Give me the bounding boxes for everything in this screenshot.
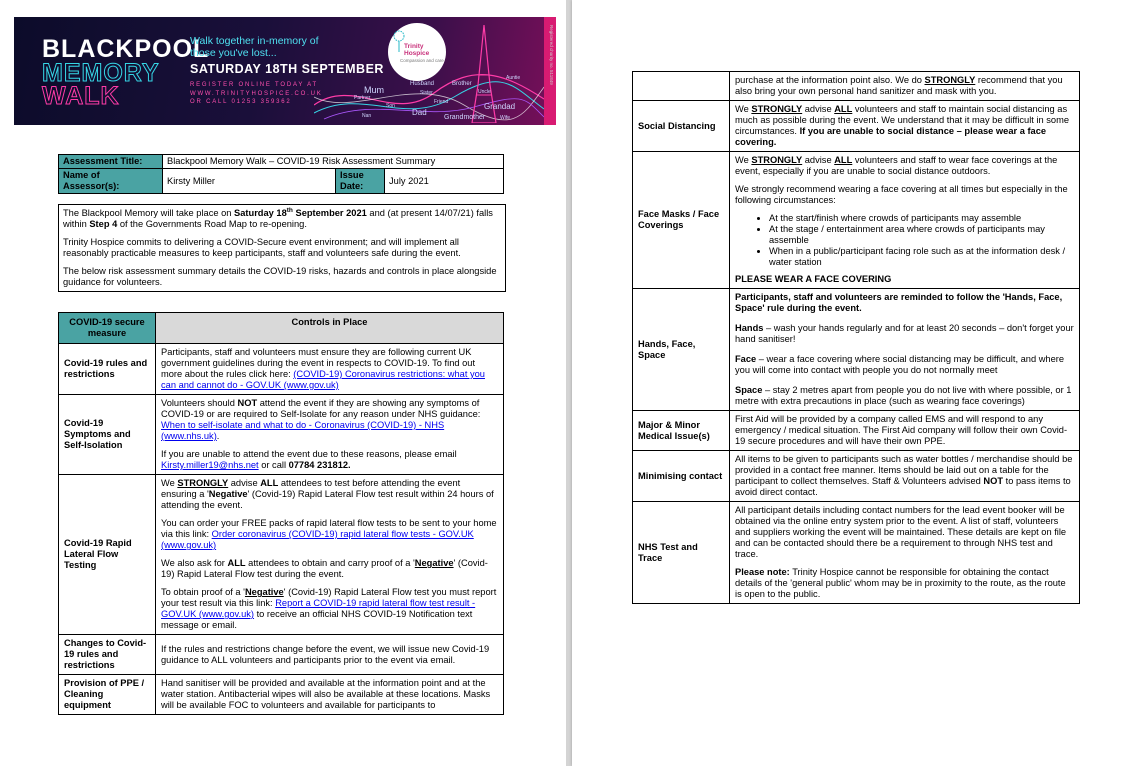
- row-label-distancing: Social Distancing: [633, 101, 730, 152]
- row-text: purchase at the information point also. We do: [735, 75, 925, 85]
- row-content-medical: First Aid will be provided by a company called EMS and will respond to any emergency / medical situation. The First Aid company will follow their own Covid-19 secure procedures and will have their own PPE.: [730, 411, 1080, 451]
- list-item: • At the start/finish where crowds of participants may assemble: [769, 213, 1074, 224]
- symptoms-paragraph-2: [161, 449, 498, 471]
- intro-date-sup: th: [286, 206, 293, 214]
- controls-table-page2: [632, 71, 1080, 604]
- banner-date: SATURDAY 18TH SEPTEMBER: [190, 62, 384, 76]
- banner-title-line2: MEMORY: [42, 59, 160, 87]
- hospice-logo-name1: Trinity: [404, 43, 424, 50]
- row-text: – wear a face covering where social distancing may be difficult, and where you will come into contact with people you do not normally meet: [735, 354, 1065, 375]
- assessment-title-value: Blackpool Memory Walk – COVID-19 Risk Assessment Summary: [163, 155, 504, 169]
- intro-paragraph-2: Trinity Hospice commits to delivering a COVID-Secure event environment; and will implement all reasonably practicable measures to keep participants, staff and volunteers safe during the event.: [63, 237, 461, 258]
- row-text: We: [161, 478, 178, 488]
- intro-text: and (at present 14/07/21) falls within: [63, 208, 493, 229]
- event-banner: [14, 17, 556, 125]
- banner-name-word: Nan: [362, 113, 372, 119]
- row-text: advise: [802, 104, 835, 114]
- banner-name-word: Auntie: [506, 75, 521, 81]
- row-label-symptoms: Covid-19 Symptoms and Self-Isolation: [59, 395, 156, 475]
- banner-name-word: Grandmother: [444, 114, 486, 121]
- row-text-bold: Space: [735, 385, 763, 395]
- row-text: Volunteers should: [161, 398, 238, 408]
- row-text-bold: Negative: [414, 558, 454, 568]
- row-text: All items to be given to participants such as water bottles / merchandise should be provided in a contact free manner. Items should be laid out on a table for the participant to collect themselves. Staff & Volunteers advised: [735, 454, 1073, 486]
- phone-number: 07784 231812.: [288, 460, 351, 470]
- hfs-intro: Participants, staff and volunteers are reminded to follow the 'Hands, Face, Space' rule during the event.: [735, 292, 1063, 313]
- lateral-paragraph-1: [161, 478, 498, 511]
- list-item: • At the stage / entertainment area where crowds of participants may assemble: [769, 224, 1074, 246]
- row-text: ' (Covid-19) Rapid Lateral Flow test during the event.: [161, 558, 488, 579]
- assessor-name-value: Kirsty Miller: [163, 169, 336, 194]
- row-text: Participants, staff and volunteers must ensure they are following current UK government guidelines during the event in respects to COVID-19. To find out more about the rules click here:: [161, 347, 476, 379]
- banner-register-line3: OR CALL 01253 359362: [190, 99, 292, 105]
- banner-register-line2: WWW.TRINITYHOSPICE.CO.UK: [190, 90, 323, 97]
- row-content-rules: [156, 344, 504, 395]
- masks-paragraph-3: PLEASE WEAR A FACE COVERING: [735, 274, 892, 284]
- row-content-nhs: [730, 502, 1080, 604]
- row-text: attendees to obtain and carry proof of a ': [245, 558, 415, 568]
- row-text-bold: Please note:: [735, 567, 790, 577]
- assessment-info-table: [58, 154, 504, 194]
- hfs-face: [735, 354, 1074, 376]
- table-row: [633, 289, 1080, 411]
- row-content-hfs: [730, 289, 1080, 411]
- row-text-bold: ALL: [834, 155, 853, 165]
- nhs-paragraph-1: All participant details including contact numbers for the lead event booker will be obtained via the online entry system prior to the event. A list of staff, volunteers and suppliers working the event will be maintained. These details are kept on file and can be contacted should there be a requirement to through NHS test and trace.: [735, 505, 1067, 559]
- report-test-link[interactable]: Report a COVID-19 rapid lateral flow test result - GOV.UK (www.gov.uk): [161, 598, 476, 619]
- row-text-bold: If you are unable to social distance – please wear a face covering.: [735, 126, 1047, 147]
- row-text: attend the event if they are showing any symptoms of COVID-19 or are required to Self-Isolate for any reason under NHS guidance:: [161, 398, 481, 419]
- intro-date-bold: Saturday 18: [234, 208, 287, 218]
- row-content-changes: If the rules and restrictions change before the event, we will issue new Covid-19 guidance to ALL volunteers and participants prior to the event via email.: [156, 635, 504, 675]
- banner-register-info: [190, 81, 323, 107]
- hospice-logo-name2: Hospice: [404, 50, 430, 57]
- table-row: [59, 344, 504, 395]
- symptoms-paragraph-1: [161, 398, 498, 442]
- banner-name-word: Son: [386, 103, 395, 109]
- banner-name-word: Grandad: [484, 102, 516, 111]
- row-text: You can order your FREE packs of rapid lateral flow tests to be sent to your home via this link:: [161, 518, 497, 539]
- row-text: Trinity Hospice cannot be responsible for obtaining the contact details of the 'general public' whom may be in proximity to the route, as the route is open to the public.: [735, 567, 1066, 599]
- table-row: [633, 72, 1080, 101]
- row-text-bold: Negative: [244, 587, 284, 597]
- row-text: to receive an official NHS COVID-19 Notification text message or email.: [161, 609, 473, 630]
- row-label-ppe-cont: [633, 72, 730, 101]
- row-label-masks: Face Masks / Face Coverings: [633, 152, 730, 289]
- lateral-paragraph-3: [161, 558, 498, 580]
- row-text: If you are unable to attend the event due to these reasons, please email: [161, 449, 457, 459]
- intro-text: of the Governments Road Map to re-opening.: [117, 219, 307, 229]
- issue-date-value: July 2021: [385, 169, 504, 194]
- intro-step-bold: Step 4: [89, 219, 118, 229]
- row-text: .: [216, 431, 220, 441]
- controls-table-page1: [58, 312, 504, 715]
- row-text-bold: Hands: [735, 323, 764, 333]
- banner-name-word: Husband: [410, 81, 435, 87]
- row-text-bold: ALL: [260, 478, 279, 488]
- table-row: [59, 395, 504, 475]
- banner-name-word: Mum: [364, 85, 384, 95]
- intro-paragraph-3: The below risk assessment summary details the COVID-19 risks, hazards and controls in place alongside guidance for volunteers.: [63, 266, 497, 287]
- assessor-name-label: Name of Assessor(s):: [59, 169, 163, 194]
- row-text: – wash your hands regularly and for at least 20 seconds – don't forget your hand sanitiser!: [735, 323, 1074, 344]
- issue-date-label: Issue Date:: [336, 169, 385, 194]
- banner-title-line1: BLACKPOOL: [42, 35, 210, 63]
- banner-name-word: Brother: [452, 81, 472, 87]
- banner-register-line1: REGISTER ONLINE TODAY AT: [190, 82, 318, 88]
- table-row: [59, 635, 504, 675]
- banner-name-word: Dad: [412, 108, 427, 117]
- row-text: or call: [258, 460, 289, 470]
- row-text: ' (Covid-19) Rapid Lateral Flow test you must report your test result via this link:: [161, 587, 497, 608]
- table-row: [633, 411, 1080, 451]
- hfs-space: [735, 385, 1074, 407]
- row-content-contact: [730, 451, 1080, 502]
- row-text: advise: [228, 478, 261, 488]
- list-item: • When in a public/participant facing role such as at the information desk / water station: [769, 246, 1074, 268]
- row-text: We: [735, 104, 752, 114]
- lateral-paragraph-4: [161, 587, 498, 631]
- row-text: We: [735, 155, 752, 165]
- row-text: volunteers and staff to maintain social distancing as much as possible during the event. We understand that it may be difficult in some circumstances.: [735, 104, 1070, 136]
- table-row: [59, 675, 504, 715]
- row-label-lateral: Covid-19 Rapid Lateral Flow Testing: [59, 475, 156, 635]
- order-tests-link[interactable]: Order coronavirus (COVID-19) rapid lateral flow tests - GOV.UK (www.gov.uk): [161, 529, 474, 550]
- intro-paragraph-1: [63, 208, 501, 230]
- row-label-contact: Minimising contact: [633, 451, 730, 502]
- row-content-lateral: [156, 475, 504, 635]
- row-content-ppe: Hand sanitiser will be provided and available at the information point and at the water station. Antibacterial wipes will also be available at these locations. Masks will be available FOC to volunteers and available for participants to: [156, 675, 504, 715]
- banner-tagline: Walk together in-memory of those you've lost...: [190, 35, 319, 59]
- row-text: ' (Covid-19) Rapid Lateral Flow test result within 24 hours of attending the event.: [161, 489, 494, 510]
- row-label-nhs: NHS Test and Trace: [633, 502, 730, 604]
- row-content-symptoms: [156, 395, 504, 475]
- row-content-masks: [730, 152, 1080, 289]
- banner-name-word: Partner: [354, 95, 371, 101]
- table-row: [633, 502, 1080, 604]
- row-text-bold: STRONGLY: [177, 478, 229, 488]
- intro-text: The Blackpool Memory will take place on: [63, 208, 235, 218]
- col-header-measure: COVID-19 secure measure: [59, 313, 156, 344]
- table-row: [633, 152, 1080, 289]
- banner-name-word: Sister: [420, 90, 433, 96]
- row-text-bold: NOT: [237, 398, 258, 408]
- row-text-bold: ALL: [227, 558, 246, 568]
- hfs-hands: [735, 323, 1074, 345]
- row-text-bold: STRONGLY: [751, 155, 803, 165]
- hospice-logo-tagline: Compassion and care: [400, 58, 444, 63]
- row-content-ppe-cont: [730, 72, 1080, 101]
- row-text: – stay 2 metres apart from people you do not live with where possible, or 1 metre with extra precautions in place (such as wearing face coverings): [735, 385, 1072, 406]
- row-text: advise: [802, 155, 835, 165]
- row-text: recommend that you also bring your own personal hand sanitizer and mask with you.: [735, 75, 1063, 96]
- banner-side-text: Registered charity no. 511849: [549, 25, 554, 85]
- row-label-hfs: Hands, Face, Space: [633, 289, 730, 411]
- row-text-bold: Negative: [208, 489, 248, 499]
- row-text: volunteers and staff to wear face coverings at the event, especially if you are unable to social distance outdoors.: [735, 155, 1058, 176]
- table-row: [59, 475, 504, 635]
- masks-bullet-list: [735, 213, 1074, 268]
- nhs-self-isolate-link[interactable]: When to self-isolate and what to do - Coronavirus (COVID-19) - NHS (www.nhs.uk): [161, 420, 445, 441]
- banner-name-word: Friend: [434, 99, 449, 105]
- row-label-ppe: Provision of PPE / Cleaning equipment: [59, 675, 156, 715]
- banner-name-word: Wife: [500, 115, 510, 121]
- row-text-bold: STRONGLY: [924, 75, 976, 85]
- row-content-distancing: [730, 101, 1080, 152]
- row-text: We also ask for: [161, 558, 228, 568]
- masks-paragraph-1: [735, 155, 1074, 177]
- col-header-controls: Controls in Place: [156, 313, 504, 344]
- table-row: [633, 101, 1080, 152]
- masks-paragraph-2: We strongly recommend wearing a face covering at all times but especially in the following circumstances:: [735, 184, 1068, 205]
- table-row: [633, 451, 1080, 502]
- assessment-title-label: Assessment Title:: [59, 155, 163, 169]
- lateral-paragraph-2: [161, 518, 498, 551]
- banner-name-word: Uncle: [478, 89, 491, 95]
- row-text-bold: Face: [735, 354, 757, 364]
- row-text-bold: ALL: [834, 104, 853, 114]
- row-text: attendees to test before attending the event ensuring a ': [161, 478, 461, 499]
- nhs-paragraph-2: [735, 567, 1074, 600]
- intro-date-bold: September 2021: [292, 208, 367, 218]
- row-text: To obtain proof of a ': [161, 587, 245, 597]
- row-text-bold: NOT: [983, 476, 1004, 486]
- row-text: to pass items to avoid direct contact.: [735, 476, 1071, 497]
- intro-box: [58, 204, 506, 292]
- row-label-medical: Major & Minor Medical Issue(s): [633, 411, 730, 451]
- row-text-bold: STRONGLY: [751, 104, 803, 114]
- row-label-rules: Covid-19 rules and restrictions: [59, 344, 156, 395]
- banner-title-line3: WALK: [42, 82, 120, 110]
- email-link[interactable]: Kirsty.miller19@nhs.net: [161, 460, 259, 470]
- rules-link[interactable]: (COVID-19) Coronavirus restrictions: what you can and cannot do - GOV.UK (www.gov.uk): [161, 369, 485, 390]
- row-label-changes: Changes to Covid-19 rules and restrictions: [59, 635, 156, 675]
